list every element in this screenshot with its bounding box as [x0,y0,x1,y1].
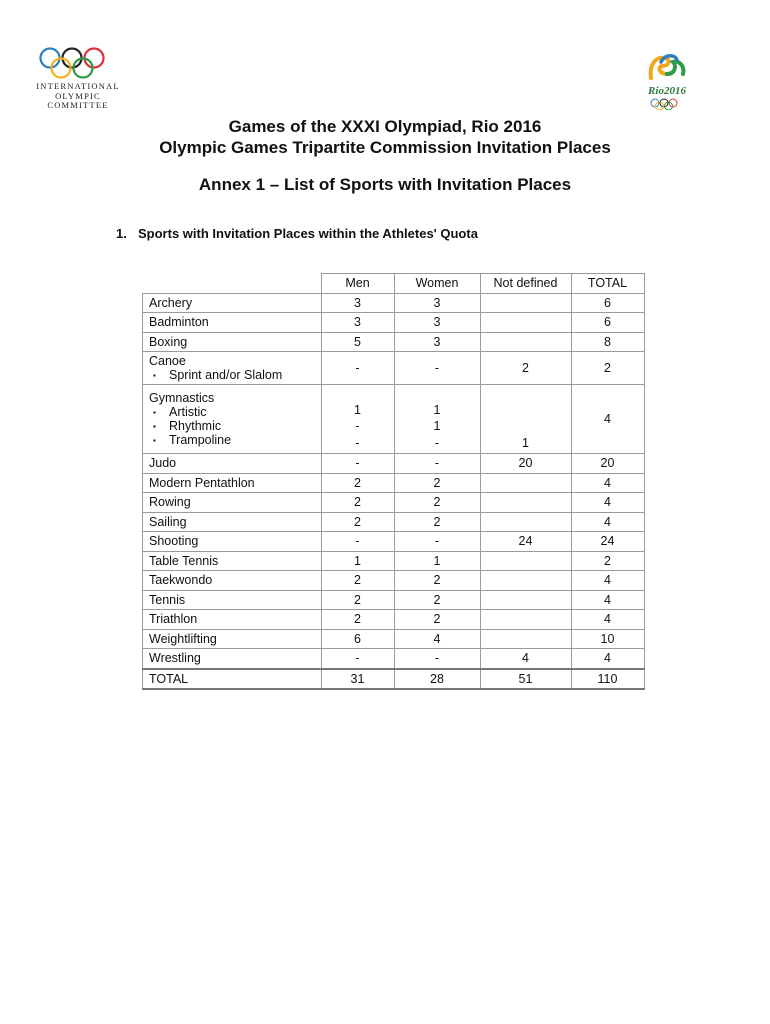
discipline-item [149,419,315,433]
women-cell-value: - [434,435,440,450]
sport-cell [143,332,322,352]
not-defined-cell-value [487,418,565,435]
total-cell: 4 [571,571,644,591]
women-cell: 2 [394,610,480,630]
not-defined-cell [480,385,571,454]
total-cell: 4 [571,473,644,493]
not-defined-cell [480,473,571,493]
sport-name: Taekwondo [149,573,213,588]
men-cell: 2 [321,493,394,513]
men-cell: 1 [321,551,394,571]
women-cell: 3 [394,293,480,313]
section-title: Sports with Invitation Places within the Athletes' Quota [138,226,478,241]
ioc-word-3: COMMITTEE [47,100,109,110]
total-cell: 8 [571,332,644,352]
discipline-name: Sprint and/or Slalom [169,368,283,382]
sport-name: Judo [149,456,177,471]
bullet-icon: ▪ [153,371,156,381]
women-cell: 2 [394,493,480,513]
sport-cell [143,649,322,669]
not-defined-cell [480,590,571,610]
sport-cell [143,454,322,474]
total-women: 28 [394,669,480,690]
rio-wordmark: Rio2016 [648,85,686,97]
men-cell: 2 [321,590,394,610]
table-row [143,629,645,649]
total-not-defined: 51 [480,669,571,690]
sport-name: Canoe [149,354,186,368]
women-cell-value: 1 [433,402,441,417]
not-defined-cell-value: 1 [522,435,529,450]
women-cell: 2 [394,512,480,532]
men-cell-value: - [355,435,360,450]
document-title-line2: Olympic Games Tripartite Commission Invitation Places [159,138,611,157]
total-cell: 4 [571,512,644,532]
total-total: 110 [571,669,644,690]
column-header-men: Men [321,274,394,294]
women-cell [394,385,480,454]
men-cell: 6 [321,629,394,649]
sport-name: Table Tennis [149,553,219,568]
not-defined-cell [480,551,571,571]
women-cell: 3 [394,332,480,352]
sport-name: Tennis [149,592,186,607]
sport-cell [143,493,322,513]
ioc-logo [32,46,122,111]
annex-title: Annex 1 – List of Sports with Invitation Places [198,175,572,194]
section-number: 1. [116,226,127,241]
sport-name: Weightlifting [149,631,217,646]
table-row [143,551,645,571]
men-cell: 2 [321,571,394,591]
sport-cell [143,293,322,313]
women-cell: - [394,532,480,552]
discipline-item [149,433,315,447]
women-cell: 2 [394,473,480,493]
sport-cell [143,551,322,571]
women-cell: 4 [394,629,480,649]
women-cell: 2 [394,590,480,610]
spacer [401,385,474,402]
ioc-word-1: INTERNATIONAL [36,81,120,91]
bullet-icon: ▪ [153,436,156,446]
total-cell: 4 [571,493,644,513]
table-row [143,532,645,552]
women-cell: 1 [394,551,480,571]
section-heading [116,226,478,241]
discipline-item [149,405,315,419]
men-cell: - [321,454,394,474]
not-defined-cell [480,313,571,333]
table-row [143,332,645,352]
men-cell: 2 [321,610,394,630]
women-cell-value: 1 [433,419,441,433]
men-cell: 2 [321,512,394,532]
not-defined-cell: 4 [480,649,571,669]
table-body [143,293,645,669]
ioc-wordmark [32,82,124,111]
small-olympic-rings-icon [649,98,685,110]
sport-cell [143,532,322,552]
ioc-word-2: OLYMPIC [55,90,101,101]
spacer [328,385,388,402]
sport-cell [143,610,322,630]
column-header-women: Women [394,274,480,294]
sport-name: Wrestling [149,651,201,666]
men-cell: - [321,649,394,669]
table-row [143,352,645,385]
table-row [143,293,645,313]
bullet-icon: ▪ [153,408,156,418]
table-row [143,610,645,630]
table-row [143,649,645,669]
total-label: TOTAL [143,669,322,690]
men-cell: 5 [321,332,394,352]
not-defined-cell [480,571,571,591]
total-cell: 2 [571,551,644,571]
sport-cell [143,385,322,454]
women-cell: - [394,454,480,474]
not-defined-cell: 24 [480,532,571,552]
table-row [143,313,645,333]
document-title-line1: Games of the XXXI Olympiad, Rio 2016 [228,117,542,136]
sport-cell [143,473,322,493]
not-defined-cell [480,293,571,313]
not-defined-cell-value [487,402,565,419]
total-cell: 6 [571,293,644,313]
total-cell: 2 [571,352,644,385]
sport-name: Badminton [149,315,209,330]
sport-cell [143,352,322,385]
table-row [143,590,645,610]
not-defined-cell [480,332,571,352]
total-cell: 4 [571,610,644,630]
invitation-places-table [142,273,645,690]
not-defined-cell [480,493,571,513]
table-row [143,385,645,454]
men-cell [321,385,394,454]
sport-name: Shooting [149,534,199,549]
not-defined-cell: 20 [480,454,571,474]
sport-cell [143,313,322,333]
discipline-name: Artistic [169,405,207,419]
men-cell: 3 [321,293,394,313]
sport-name: Modern Pentathlon [149,475,255,490]
total-cell: 10 [571,629,644,649]
not-defined-cell [480,610,571,630]
not-defined-cell [480,629,571,649]
women-cell: 3 [394,313,480,333]
spacer [487,385,565,402]
total-cell: 20 [571,454,644,474]
men-cell: 2 [321,473,394,493]
sport-name: Rowing [149,495,191,510]
table-row [143,512,645,532]
men-cell-value: 1 [354,402,361,417]
table-total-row [143,669,645,690]
table-header-row [143,274,645,294]
total-men: 31 [321,669,394,690]
men-cell-value: - [355,419,360,433]
not-defined-cell [480,512,571,532]
sport-cell [143,629,322,649]
sport-name: Archery [149,295,193,310]
men-cell: - [321,352,394,385]
rio-emblem-icon [645,52,689,82]
discipline-name: Rhythmic [169,419,222,433]
sport-name: Triathlon [149,612,198,627]
total-cell: 4 [571,590,644,610]
header-blank [143,274,322,294]
rio2016-logo [642,52,692,115]
sport-cell [143,571,322,591]
discipline-name: Trampoline [169,433,232,447]
olympic-rings-icon [38,46,114,80]
table-row [143,571,645,591]
women-cell: - [394,352,480,385]
sport-name: Boxing [149,334,188,349]
total-cell: 4 [571,385,644,454]
column-header-total: TOTAL [571,274,644,294]
total-cell: 6 [571,313,644,333]
women-cell: - [394,649,480,669]
sport-cell [143,590,322,610]
column-header-not-defined: Not defined [480,274,571,294]
total-cell: 24 [571,532,644,552]
sport-name: Gymnastics [149,391,215,405]
table-row [143,473,645,493]
discipline-item [149,368,315,382]
total-cell: 4 [571,649,644,669]
sport-name: Sailing [149,514,187,529]
not-defined-cell: 2 [480,352,571,385]
table-row [143,493,645,513]
sport-cell [143,512,322,532]
men-cell: 3 [321,313,394,333]
women-cell: 2 [394,571,480,591]
bullet-icon: ▪ [153,422,156,432]
table-row [143,454,645,474]
men-cell: - [321,532,394,552]
